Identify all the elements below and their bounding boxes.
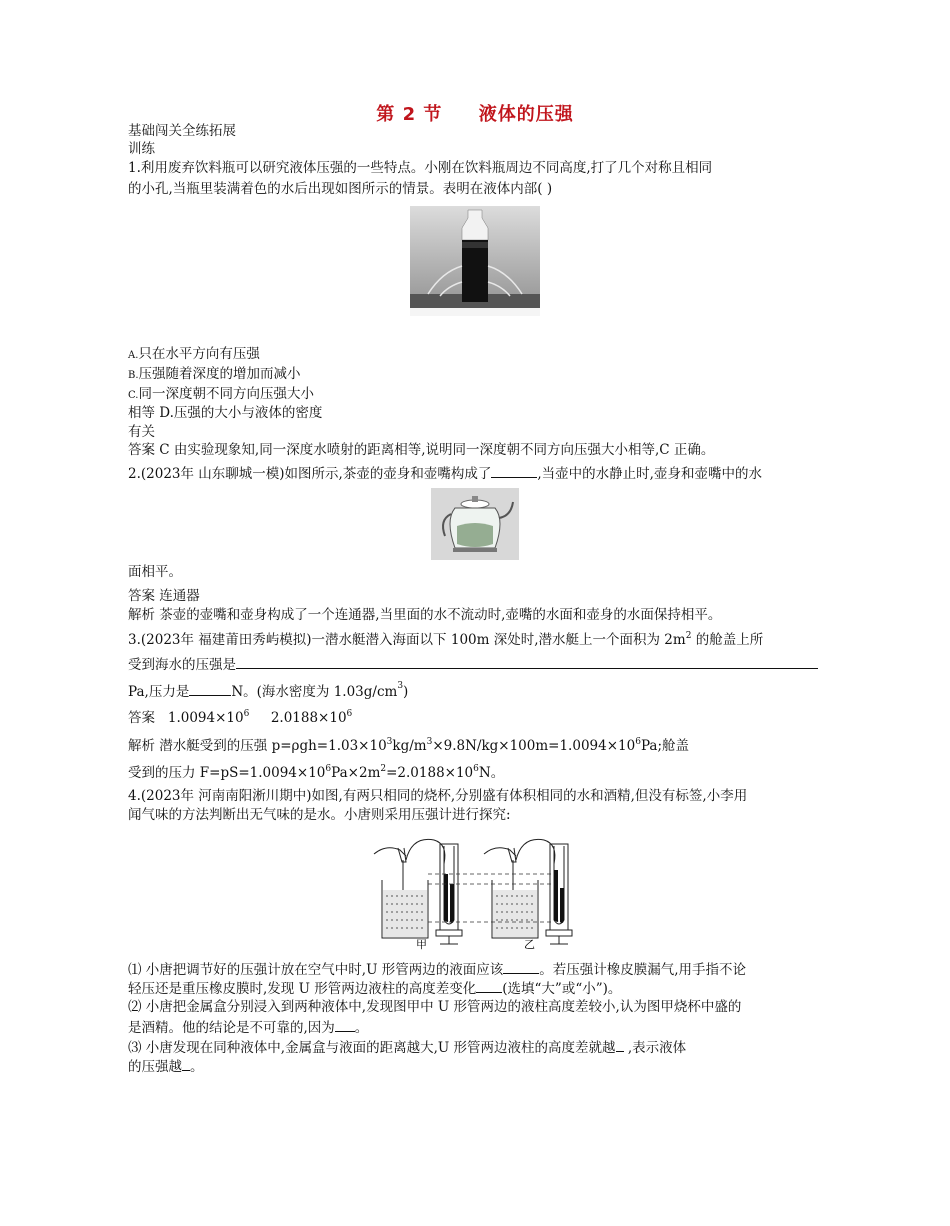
q1-option-c: C.同一深度朝不同方向压强大小 (128, 386, 314, 402)
q3-stem-cont2: Pa,压力是 N。(海水密度为 $1.03g/cm^3$) (128, 681, 409, 700)
teapot-figure (431, 488, 519, 560)
page-title: 第 2 节 液体的压强 (376, 104, 574, 125)
section-header: 基础闯关全练拓展 (128, 123, 236, 139)
fig-label-yi: 乙 (524, 938, 535, 951)
q1-option-d-cont: 有关 (128, 424, 155, 440)
fig-label-jia: 甲 (416, 938, 427, 951)
q4-stem: 4.(2023年 河南南阳淅川期中)如图,有两只相同的烧杯,分别盛有体积相同的水和酒精,但没有标签,小李用 (128, 788, 748, 804)
q1-stem-cont: 的小孔,当瓶里装满着色的水后出现如图所示的情景。表明在液体内部( ) (128, 181, 553, 197)
q2-answer: 答案 连通器 (128, 588, 200, 604)
q4-part3-cont: 的压强越 。 (128, 1056, 204, 1076)
q4-part1-cont: 轻压还是重压橡皮膜时,发现 U 形管两边液柱的高度差变化 (选填“大”或“小”)。 (128, 978, 621, 998)
q3-stem: 3.(2023年 福建莆田秀屿模拟)一潜水艇潜入海面以下 100m 深处时,潜水艇上一个面积为 $2m^2$ 的舱盖上所 (128, 631, 764, 648)
q3-blank-force (189, 681, 231, 696)
q3-blank-pressure (236, 654, 818, 669)
q4-blank-1 (503, 959, 539, 974)
q4-blank-4 (616, 1037, 624, 1052)
q4-part3: ⑶ 小唐发现在同种液体中,金属盒与液面的距离越大,U 形管两边液柱的高度差就越 ,表示液体 (128, 1037, 686, 1057)
q4-part1: ⑴ 小唐把调节好的压强计放在空气中时,U 形管两边的液面应该 。若压强计橡皮膜漏气,用手指不论 (128, 959, 746, 979)
pressure-gauge-figure (372, 834, 582, 952)
q1-stem: 1.利用废弃饮料瓶可以研究液体压强的一些特点。小刚在饮料瓶周边不同高度,打了几个对称且相同 (128, 160, 713, 176)
q4-stem-cont: 闻气味的方法判断出无气味的是水。小唐则采用压强计进行探究: (128, 807, 511, 823)
q4-blank-3 (335, 1017, 355, 1032)
bottle-figure (410, 206, 540, 316)
q3-analysis: 解析 潜水艇受到的压强 $p=\rho gh=1.03\times 10^3kg/m^3\times 9.8N/kg\times 100m=1.0094\times 10^6Pa$;舱盖 (128, 737, 690, 754)
q2-blank (491, 463, 537, 478)
q3-answer: 答案 $1.0094\times 10^6$ $2.0188\times 10^6$ (128, 709, 353, 726)
q1-option-a: A.只在水平方向有压强 (128, 346, 260, 362)
q4-blank-5 (182, 1056, 190, 1071)
q3-stem-cont: 受到海水的压强是 (128, 654, 818, 674)
q4-part2: ⑵ 小唐把金属盒分别浸入到两种液体中,发现图甲中 U 形管两边的液柱高度差较小,认为图甲烧杯中盛的 (128, 999, 742, 1015)
q4-part2-cont: 是酒精。他的结论是不可靠的,因为 。 (128, 1017, 368, 1037)
q2-analysis: 解析 茶壶的壶嘴和壶身构成了一个连通器,当里面的水不流动时,壶嘴的水面和壶身的水面保持相平。 (128, 607, 722, 623)
q1-option-c-d: 相等 D.压强的大小与液体的密度 (128, 405, 323, 421)
q1-answer: 答案 C 由实验现象知,同一深度水喷射的距离相等,说明同一深度朝不同方向压强大小相等,C 正确。 (128, 442, 715, 458)
q1-option-b: B.压强随着深度的增加而减小 (128, 366, 301, 382)
q4-blank-2 (476, 978, 502, 993)
section-header-cont: 训练 (128, 141, 155, 157)
q2-stem-cont: 面相平。 (128, 564, 182, 580)
q2-stem: 2.(2023年 山东聊城一模)如图所示,茶壶的壶身和壶嘴构成了 ,当壶中的水静止时,壶身和壶嘴中的水 (128, 463, 762, 483)
q3-analysis-cont: 受到的压力 $F=pS=1.0094\times 10^6Pa\times 2m^2=2.0188\times 10^6N$。 (128, 764, 505, 781)
